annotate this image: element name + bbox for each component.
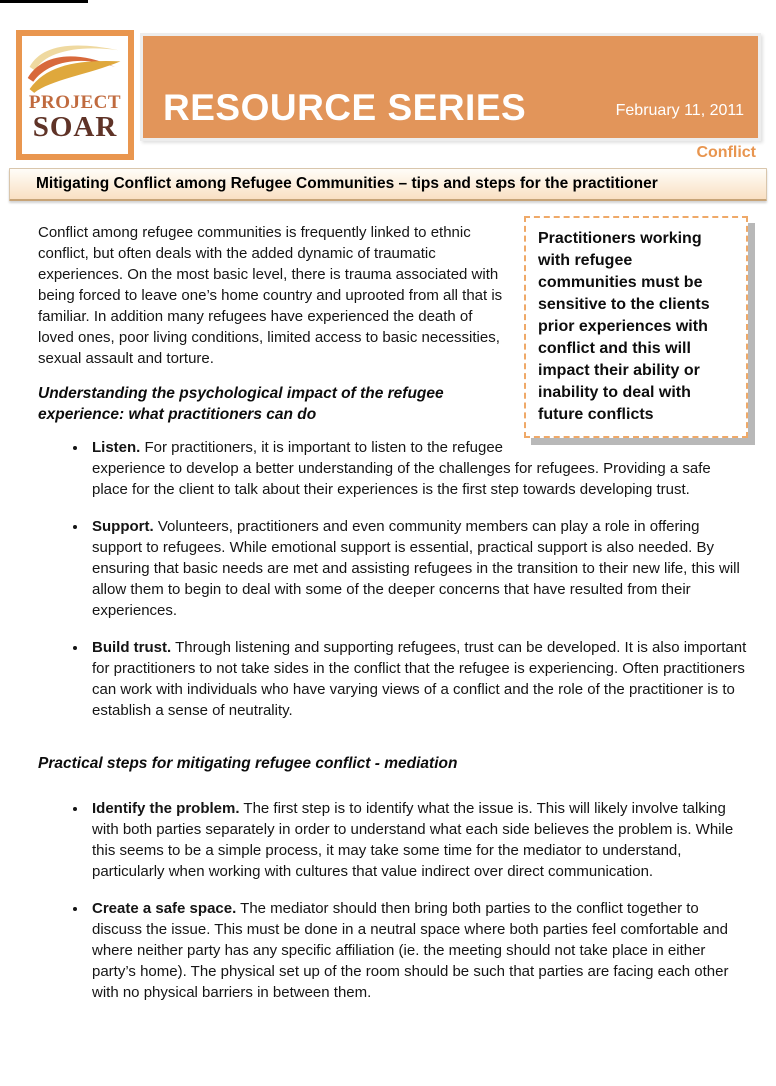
bullet-text: Volunteers, practitioners and even community members can play a role in offering support to refugees. While emotional support is essential, practical support is also needed. By ensuring that basic needs are met and assisting refugees in the transition to their new life, this will allow them to begin to deal with some of the deeper concerns that have resulted from their experiences.: [92, 518, 740, 619]
bullet-list-psychological-impact: [38, 437, 748, 721]
bullet-lead: Create a safe space.: [92, 900, 237, 917]
document-body: [0, 201, 776, 1003]
bullet-lead: Build trust.: [92, 639, 172, 656]
document-title-bar: Mitigating Conflict among Refugee Communities – tips and steps for the practitioner: [9, 168, 767, 201]
bullet-lead: Support.: [92, 518, 154, 535]
bullet-list-practical-steps: [38, 798, 748, 1003]
bullet-text: Through listening and supporting refugees, trust can be developed. It is also important for practitioners to not take sides in the conflict that the refugee is experiencing. Often practitioners can work with individuals who have varying views of a conflict and the role of the practitioner is to establish a sense of neutrality.: [92, 639, 747, 719]
bullet-text: The first step is to identify what the issue is. This will likely involve talking with both parties separately in order to understand what each side believes the problem is. While this seems to be a simple process, it may take some time for the mediator to understand, particularly when working with cultures that value indirect over direct communication.: [92, 800, 734, 880]
bullet-lead: Identify the problem.: [92, 800, 240, 817]
section-heading-psychological-impact: Understanding the psychological impact of the refugee experience: what practitioners can do: [38, 385, 444, 423]
resource-series-banner: [140, 33, 761, 141]
bullet-identify-problem: [88, 798, 748, 882]
category-label: Conflict: [696, 144, 756, 161]
section-heading-practical-steps: Practical steps for mitigating refugee conflict - mediation: [38, 755, 458, 772]
callout-text: Practitioners working with refugee communities must be sensitive to the clients prior experiences with conflict and this will impact their ability or inability to deal with future conflicts: [538, 230, 710, 423]
bullet-text: For practitioners, it is important to listen to the refugee experience to develop a better understanding of the challenges for refugees. Providing a safe place for the client to talk about their experiences is the first step towards developing trust.: [92, 439, 711, 498]
logo-text-project: PROJECT: [28, 92, 122, 113]
bullet-lead: Listen.: [92, 439, 141, 456]
bullet-support: [88, 516, 748, 621]
intro-paragraph: Conflict among refugee communities is frequently linked to ethnic conflict, but often deals with the added dynamic of traumatic experiences. On the most basic level, there is trauma associated with being forced to leave one’s home country and uprooted from all that is familiar. In addition many refugees have experienced the death of loved ones, poor living conditions, limited access to basic necessities, sexual assault and torture.: [38, 224, 503, 367]
callout-box: [524, 216, 748, 438]
bullet-text: The mediator should then bring both parties to the conflict together to discuss the issue. This must be done in a neutral space where both parties feel comfortable and where neither party has any specific affiliation (ie. the meeting should not take place in either party’s home). The physical set up of the room should be such that parties are facing each other with no physical barriers in between them.: [92, 900, 729, 1001]
project-soar-logo: [16, 30, 134, 160]
logo-text-soar: SOAR: [32, 110, 118, 143]
banner-title: RESOURCE SERIES: [163, 87, 527, 128]
bullet-build-trust: [88, 637, 748, 721]
document-header: [0, 0, 776, 142]
soar-wings-icon: [24, 39, 126, 93]
banner-date: February 11, 2011: [615, 102, 744, 119]
bullet-listen: [88, 437, 748, 500]
bullet-create-safe-space: [88, 898, 748, 1003]
